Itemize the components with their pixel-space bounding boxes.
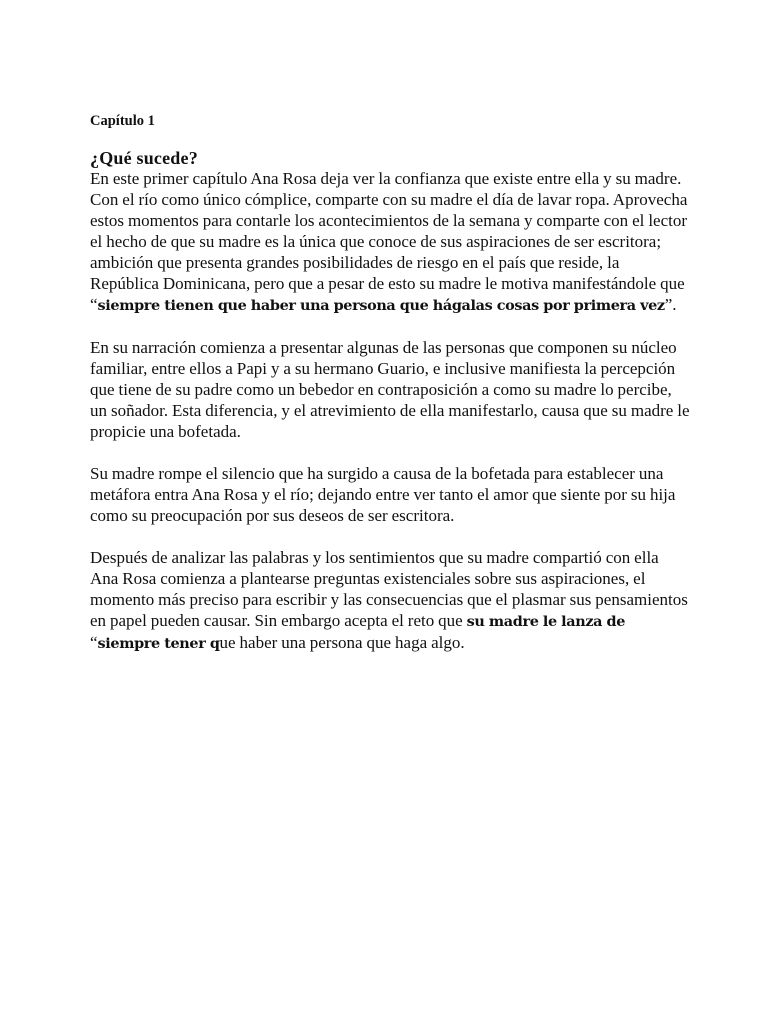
chapter-label: Capítulo 1: [90, 113, 155, 129]
document-page: [90, 112, 690, 675]
paragraph-1-quote: siempre tienen que haber una persona que hágalas cosas por primera vez: [97, 297, 665, 314]
paragraph-4: [90, 547, 690, 654]
paragraph-4-quote-b: siempre tener q: [97, 635, 220, 652]
paragraph-1-closing: ”.: [664, 295, 677, 314]
section-title: ¿Qué sucede?: [90, 148, 198, 168]
paragraph-4-quote-a: su madre le lanza de: [466, 613, 626, 630]
paragraph-3: Su madre rompe el silencio que ha surgido a causa de la bofetada para establecer una metáfora entra Ana Rosa y el río; dejando entre ver tanto el amor que siente por su hija como su preocupación por sus deseos de ser escritora.: [90, 464, 676, 525]
paragraph-1: [90, 168, 690, 316]
paragraph-4-closing: ue haber una persona que haga algo.: [219, 633, 465, 652]
paragraph-4-mid: “: [90, 633, 98, 652]
paragraph-1-text: En este primer capítulo Ana Rosa deja ver la confianza que existe entre ella y su madre. Con el río como único cómplice, comparte con su madre el día de lavar ropa. Aprovecha estos momentos para contarle los acontecimientos de la semana y comparte con el lector el hecho de que su madre es la única que conoce de sus aspiraciones de ser escritora; ambición que presenta grandes posibilidades de riesgo en el país que reside, la República Dominicana, pero que a pesar de esto su madre le motiva manifestándole que “: [90, 169, 688, 314]
paragraph-2: En su narración comienza a presentar algunas de las personas que componen su núcleo familiar, entre ellos a Papi y a su hermano Guario, e inclusive manifiesta la percepción que tiene de su padre como un bebedor en contraposición a como su madre lo percibe, un soñador. Esta diferencia, y el atrevimiento de ella manifestarlo, causa que su madre le propicie una bofetada.: [90, 338, 690, 441]
paragraph-4-text: Después de analizar las palabras y los sentimientos que su madre compartió con ella Ana Rosa comienza a plantearse preguntas existenciales sobre sus aspiraciones, el momento más preciso para escribir y las consecuencias que el plasmar sus pensamientos en papel pueden causar. Sin embargo acepta el reto que: [90, 548, 688, 630]
